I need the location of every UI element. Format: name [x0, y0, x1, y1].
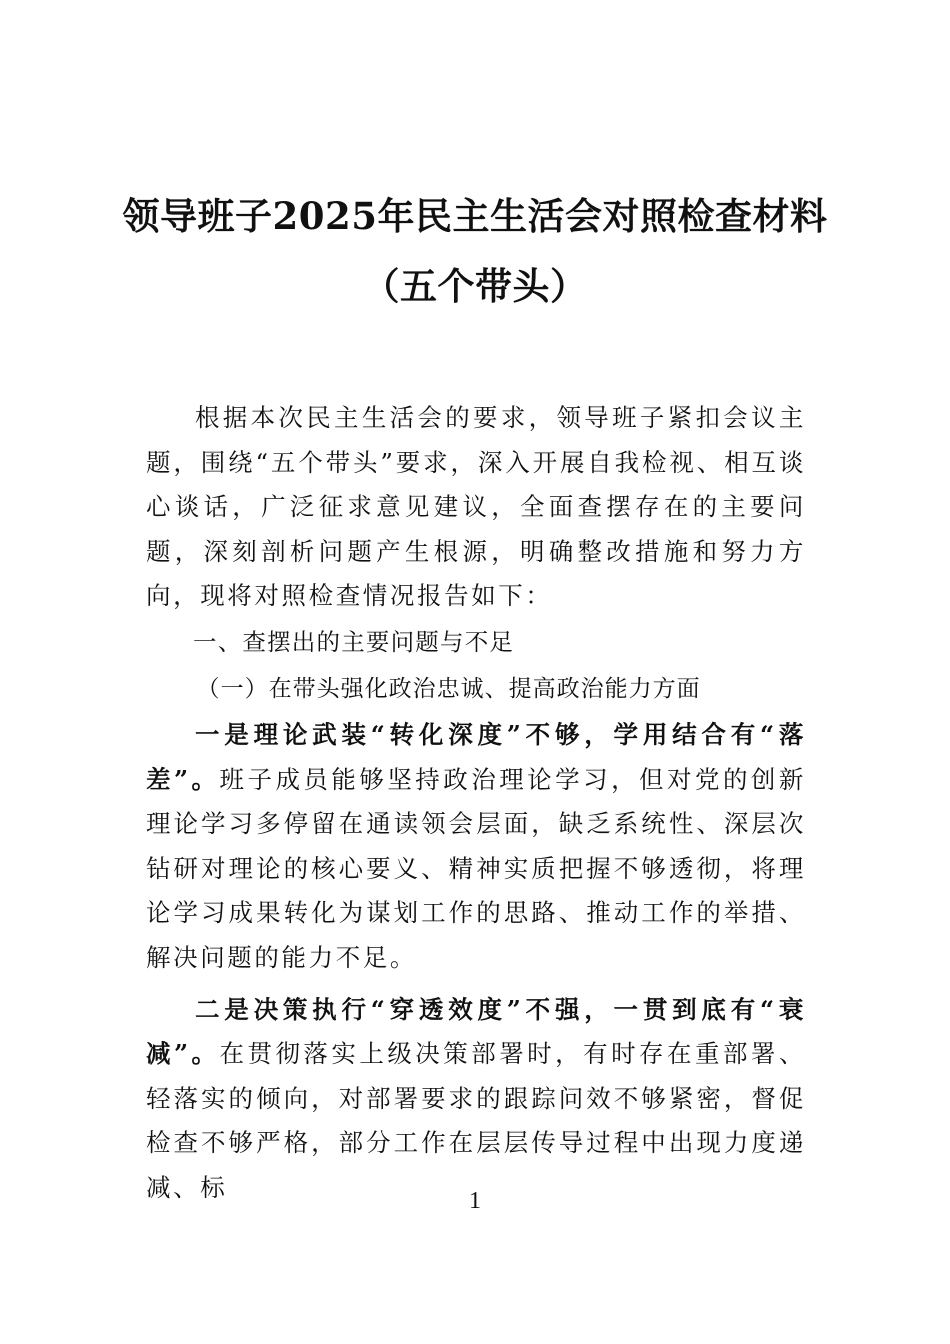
- point-1-lead: 一是理论武装“转化深度”不够，学用结合有“落差”。: [146, 719, 806, 794]
- point-2-body: 在贯彻落实上级决策部署时，有时存在重部署、轻落实的倾向，对部署要求的跟踪问效不够紧密，督促检查不够严格，部分工作在层层传导过程中出现力度递减、标: [146, 1039, 806, 1202]
- document-subtitle: （五个带头）: [362, 264, 588, 308]
- subsection-heading: （一）在带头强化政治忠诚、提高政治能力方面: [196, 675, 701, 702]
- document-body: [146, 396, 806, 1211]
- document-title: 领导班子2025年民主生活会对照检查材料: [122, 194, 828, 238]
- point-paragraph-2: [146, 988, 806, 1211]
- point-2-lead: 二是决策执行“穿透效度”不强，一贯到底有“衰减”。: [146, 994, 806, 1069]
- page-number: 1: [469, 1188, 481, 1214]
- intro-paragraph: 根据本次民主生活会的要求，领导班子紧扣会议主题，围绕“五个带头”要求，深入开展自我检视、相互谈心谈话，广泛征求意见建议，全面查摆存在的主要问题，深刻剖析问题产生根源，明确整改措施和努力方向，现将对照检查情况报告如下：: [146, 403, 806, 611]
- point-paragraph-1: [146, 713, 806, 981]
- section-heading: 一、查摆出的主要问题与不足: [193, 627, 515, 656]
- point-1-body: 班子成员能够坚持政治理论学习，但对党的创新理论学习多停留在通读领会层面，缺乏系统性、深层次钻研对理论的核心要义、精神实质把握不够透彻，将理论学习成果转化为谋划工作的思路、推动工作的举措、解决问题的能力不足。: [146, 764, 806, 972]
